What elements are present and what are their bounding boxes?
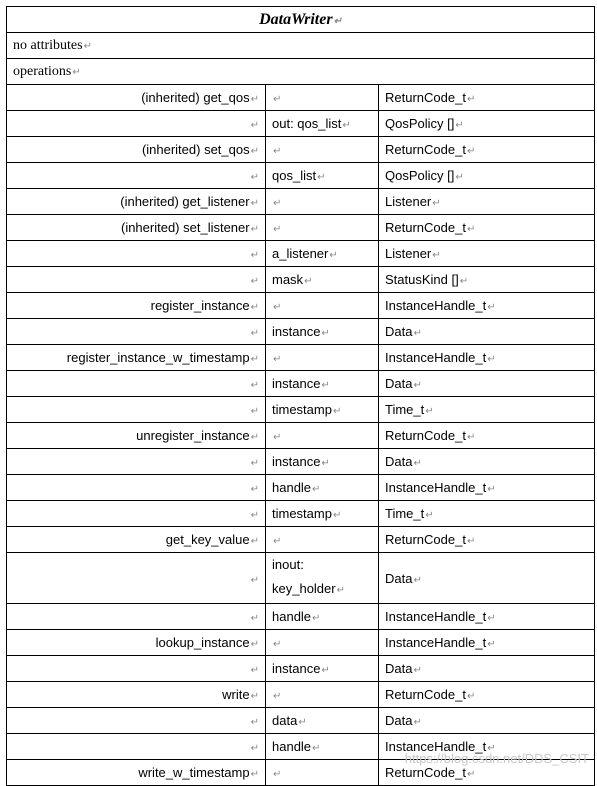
operation-name: ↵ xyxy=(7,501,266,527)
parameter-name: out: qos_list↵ xyxy=(266,111,379,137)
table-row xyxy=(7,85,595,111)
table-row xyxy=(7,760,595,786)
return-type: Data↵ xyxy=(379,553,595,604)
table-row xyxy=(7,527,595,553)
operation-name: ↵ xyxy=(7,604,266,630)
operation-name: register_instance↵ xyxy=(7,293,266,319)
operation-name: ↵ xyxy=(7,371,266,397)
parameter-name: instance↵ xyxy=(266,319,379,345)
table-title: DataWriter↵ xyxy=(7,7,595,33)
operation-name: ↵ xyxy=(7,553,266,604)
parameter-name: ↵ xyxy=(266,85,379,111)
operation-name: ↵ xyxy=(7,111,266,137)
return-type: ReturnCode_t↵ xyxy=(379,85,595,111)
parameter-name: ↵ xyxy=(266,293,379,319)
table-row xyxy=(7,267,595,293)
table-row xyxy=(7,501,595,527)
table-row xyxy=(7,475,595,501)
operation-name: (inherited) set_listener↵ xyxy=(7,215,266,241)
operation-name: (inherited) get_qos↵ xyxy=(7,85,266,111)
return-type: Listener↵ xyxy=(379,189,595,215)
operation-name: ↵ xyxy=(7,734,266,760)
return-type: ReturnCode_t↵ xyxy=(379,423,595,449)
parameter-name: ↵ xyxy=(266,682,379,708)
table-row xyxy=(7,656,595,682)
watermark: https://blog.csdn.net/DDS_CSIT xyxy=(404,751,589,766)
parameter-name: timestamp↵ xyxy=(266,501,379,527)
parameter-name: ↵ xyxy=(266,137,379,163)
table-row xyxy=(7,371,595,397)
table-row xyxy=(7,449,595,475)
return-type: InstanceHandle_t↵ xyxy=(379,734,595,760)
return-type: QosPolicy []↵ xyxy=(379,111,595,137)
return-type: InstanceHandle_t↵ xyxy=(379,345,595,371)
table-row xyxy=(7,682,595,708)
operation-name: register_instance_w_timestamp↵ xyxy=(7,345,266,371)
title-row xyxy=(7,7,595,33)
return-type: InstanceHandle_t↵ xyxy=(379,630,595,656)
operations-row xyxy=(7,59,595,85)
operation-name: unregister_instance↵ xyxy=(7,423,266,449)
return-type: Time_t↵ xyxy=(379,397,595,423)
return-type: Data↵ xyxy=(379,449,595,475)
parameter-name: ↵ xyxy=(266,345,379,371)
table-row xyxy=(7,111,595,137)
operation-name: lookup_instance↵ xyxy=(7,630,266,656)
operation-name: write_w_timestamp↵ xyxy=(7,760,266,786)
operation-name: (inherited) set_qos↵ xyxy=(7,137,266,163)
return-type: Time_t↵ xyxy=(379,501,595,527)
parameter-name: qos_list↵ xyxy=(266,163,379,189)
table-row xyxy=(7,397,595,423)
operation-name: ↵ xyxy=(7,267,266,293)
return-type: ReturnCode_t↵ xyxy=(379,137,595,163)
table-row xyxy=(7,604,595,630)
operation-name: write↵ xyxy=(7,682,266,708)
attributes-label: no attributes↵ xyxy=(7,33,595,59)
parameter-name: instance↵ xyxy=(266,449,379,475)
table-row xyxy=(7,319,595,345)
parameter-name: data↵ xyxy=(266,708,379,734)
return-type: Listener↵ xyxy=(379,241,595,267)
return-type: InstanceHandle_t↵ xyxy=(379,475,595,501)
table-row xyxy=(7,137,595,163)
table-row xyxy=(7,423,595,449)
return-type: Data↵ xyxy=(379,371,595,397)
return-type: Data↵ xyxy=(379,656,595,682)
parameter-name: mask↵ xyxy=(266,267,379,293)
parameter-name: ↵ xyxy=(266,215,379,241)
return-type: ReturnCode_t↵ xyxy=(379,760,595,786)
return-type: Data↵ xyxy=(379,319,595,345)
table-row xyxy=(7,241,595,267)
parameter-name: handle↵ xyxy=(266,734,379,760)
operation-name: ↵ xyxy=(7,163,266,189)
operation-name: ↵ xyxy=(7,241,266,267)
return-type: InstanceHandle_t↵ xyxy=(379,604,595,630)
parameter-name: inout: key_holder↵ xyxy=(266,553,379,604)
attributes-row xyxy=(7,33,595,59)
parameter-name: instance↵ xyxy=(266,371,379,397)
parameter-name: ↵ xyxy=(266,189,379,215)
operation-name: ↵ xyxy=(7,475,266,501)
table-row xyxy=(7,630,595,656)
return-type: InstanceHandle_t↵ xyxy=(379,293,595,319)
operation-name: ↵ xyxy=(7,319,266,345)
parameter-name: instance↵ xyxy=(266,656,379,682)
table-row xyxy=(7,163,595,189)
table-row xyxy=(7,189,595,215)
datawriter-spec-table xyxy=(6,6,595,786)
parameter-name: a_listener↵ xyxy=(266,241,379,267)
table-row xyxy=(7,553,595,604)
operations-label: operations↵ xyxy=(7,59,595,85)
table-row xyxy=(7,293,595,319)
return-type: ReturnCode_t↵ xyxy=(379,682,595,708)
table-row xyxy=(7,215,595,241)
parameter-name: handle↵ xyxy=(266,604,379,630)
return-type: ReturnCode_t↵ xyxy=(379,215,595,241)
parameter-name: ↵ xyxy=(266,423,379,449)
operation-name: ↵ xyxy=(7,449,266,475)
operation-name: get_key_value↵ xyxy=(7,527,266,553)
parameter-name: ↵ xyxy=(266,527,379,553)
return-type: Data↵ xyxy=(379,708,595,734)
parameter-name: ↵ xyxy=(266,630,379,656)
parameter-name: handle↵ xyxy=(266,475,379,501)
return-type: StatusKind []↵ xyxy=(379,267,595,293)
operation-name: ↵ xyxy=(7,397,266,423)
table-row xyxy=(7,345,595,371)
operation-name: ↵ xyxy=(7,708,266,734)
operation-name: ↵ xyxy=(7,656,266,682)
table-row xyxy=(7,734,595,760)
table-row xyxy=(7,708,595,734)
operation-name: (inherited) get_listener↵ xyxy=(7,189,266,215)
return-type: QosPolicy []↵ xyxy=(379,163,595,189)
parameter-name: timestamp↵ xyxy=(266,397,379,423)
return-type: ReturnCode_t↵ xyxy=(379,527,595,553)
parameter-name: ↵ xyxy=(266,760,379,786)
